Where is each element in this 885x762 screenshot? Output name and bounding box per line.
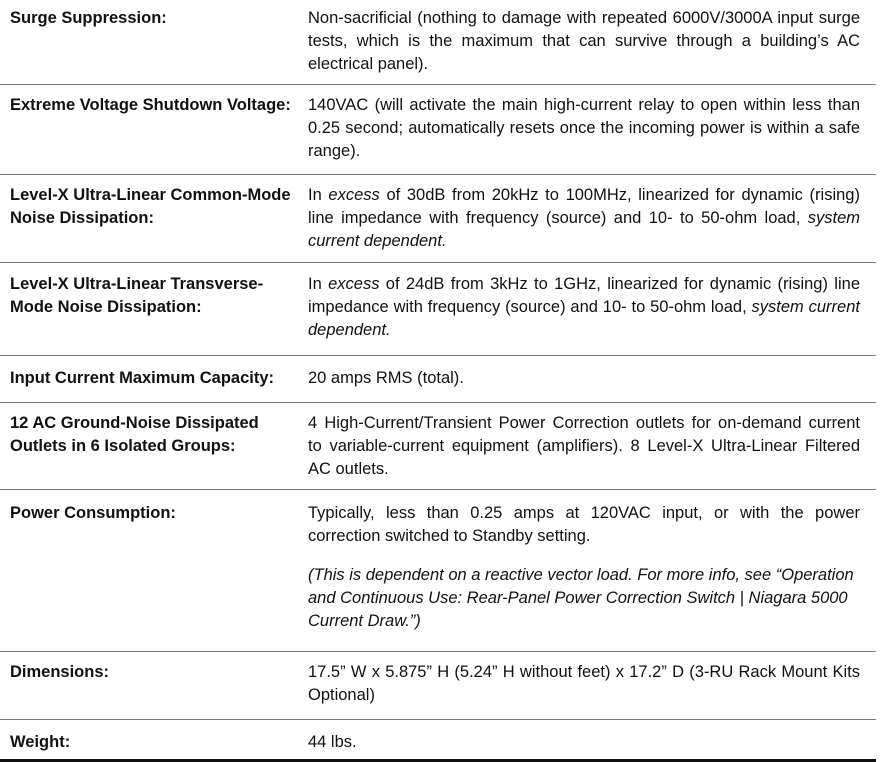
spec-value [308,502,876,651]
value-prefix: In [308,186,329,204]
spec-value-text [308,273,860,342]
spec-value-text: Typically, less than 0.25 amps at 120VAC input, or with the power correction switched to Standby setting. [308,504,860,545]
spec-label: Weight: [10,733,71,751]
spec-label: Input Current Maximum Capacity: [10,369,275,387]
spec-value [308,367,876,402]
value-body: of 24dB from 3kHz to 1GHz, linearized for dynamic (rising) line impedance with frequency (source) and 10- to 50-ohm load, [308,275,860,316]
spec-value [308,184,876,262]
spec-label: Dimensions: [10,663,110,681]
spec-label: Extreme Voltage Shutdown Voltage: [10,96,291,114]
spec-note: (This is dependent on a reactive vector load. For more info, see “Operation and Continuous Use: Rear-Panel Power Correction Switch | Niagara 5000 Current Draw.”) [308,566,854,630]
spec-value-text: 44 lbs. [308,733,357,751]
spec-value-text: 20 amps RMS (total). [308,369,464,387]
value-prefix: In [308,275,329,293]
spec-value [308,661,876,719]
value-emphasis: system current dependent. [308,298,860,339]
spec-label: Surge Suppression: [10,9,167,27]
value-emphasis: system current dependent. [308,209,860,250]
spec-value [308,412,876,489]
spec-row-dimensions [0,652,876,720]
spec-row-input-current [0,356,876,403]
spec-value-text: 4 High-Current/Transient Power Correction outlets for on-demand current to variable-current equipment (amplifiers). 8 Level-X Ultra-Linear Filtered AC outlets. [308,414,860,478]
spec-label: Power Consumption: [10,504,176,522]
spec-value [308,273,876,355]
spec-value-text: 140VAC (will activate the main high-current relay to open within less than 0.25 second; automatically resets once the incoming power is within a safe range). [308,96,860,160]
spec-label: 12 AC Ground-Noise Dissipated Outlets in 6 Isolated Groups: [10,414,259,455]
spec-row-common-mode-noise [0,175,876,263]
value-emphasis: excess [328,186,380,204]
spec-row-power-consumption [0,490,876,652]
value-body: of 30dB from 20kHz to 100MHz, linearized for dynamic (rising) line impedance with frequency (source) and 10- to 50-ohm load, [308,186,860,227]
spec-value [308,7,876,84]
spec-value [308,94,876,174]
spec-value-text: 17.5” W x 5.875” H (5.24” H without feet) x 17.2” D (3-RU Rack Mount Kits Optional) [308,663,860,704]
spec-row-transverse-mode-noise [0,263,876,356]
spec-value [308,731,876,759]
spec-label: Level-X Ultra-Linear Common-Mode Noise Dissipation: [10,186,291,227]
spec-value-text [308,184,860,253]
spec-value-text: Non-sacrificial (nothing to damage with repeated 6000V/3000A input surge tests, which is the maximum that can survive through a building’s AC electrical panel). [308,9,860,73]
spec-row-surge-suppression [0,0,876,85]
spec-row-ac-outlets [0,403,876,490]
value-emphasis: excess [328,275,380,293]
spec-label: Level-X Ultra-Linear Transverse-Mode Noise Dissipation: [10,275,264,316]
spec-row-shutdown-voltage [0,85,876,175]
spec-row-weight [0,720,876,762]
